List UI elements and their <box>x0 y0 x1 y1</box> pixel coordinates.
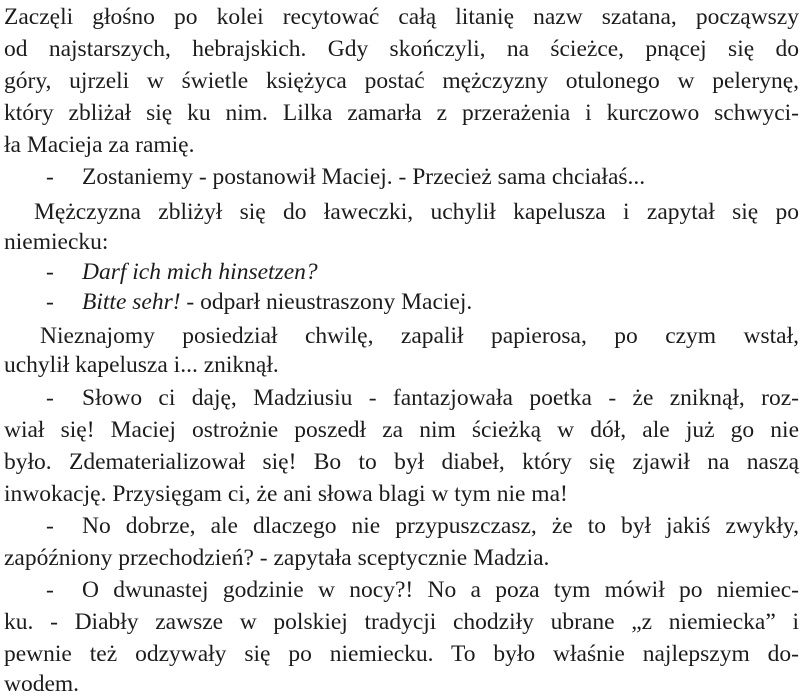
text-line: Zaczęli głośno po kolei recytować całą litanię nazw szatana, począwszy <box>4 4 799 30</box>
dialogue-text: O dwunastej godzinie w nocy?! No a poza tym mówił po niemiec- <box>82 577 799 603</box>
text-line: niemiecku: <box>4 229 109 255</box>
dialogue-line <box>4 162 799 192</box>
dialogue-text: - odparł nieustraszony Maciej. <box>180 289 473 315</box>
text-line: inwokację. Przysięgam ci, że ani słowa blagi w tym nie ma! <box>4 481 568 507</box>
dialogue-text: Zostaniemy - postanowił Maciej. - Przecież sama chciałaś... <box>82 164 646 190</box>
text-line: góry, ujrzeli w świetle księżyca postać mężczyzny otulonego w pelerynę, <box>4 68 799 94</box>
dialogue-line <box>4 575 799 605</box>
text-line: było. Zdematerializował się! Bo to był diabeł, który się zjawił na naszą <box>4 449 799 475</box>
text-line: od najstarszych, hebrajskich. Gdy skończyli, na ścieżce, pnącej się do <box>4 36 799 62</box>
dialogue-line <box>4 511 799 541</box>
text-line: pewnie też odzywały się po niemiecku. To było właśnie najlepszym do- <box>4 641 799 667</box>
text-line: wiał się! Maciej ostrożnie poszedł za nim ścieżką w dół, ale już go nie <box>4 417 799 443</box>
text-line: który zbliżał się ku nim. Lilka zamarła z przerażenia i kurczowo schwyci- <box>4 100 799 126</box>
dialogue-dash: - <box>46 577 54 603</box>
text-line: Mężczyzna zbliżył się do ławeczki, uchylił kapelusza i zapytał się po <box>34 199 799 225</box>
dialogue-line <box>4 257 799 287</box>
dialogue-dash: - <box>46 385 54 411</box>
dialogue-dash: - <box>46 289 54 315</box>
text-line: Nieznajomy posiedział chwilę, zapalił papierosa, po czym wstał, <box>40 323 799 349</box>
text-line: wodem. <box>4 671 80 697</box>
german-phrase: Darf ich mich hinsetzen? <box>82 259 318 285</box>
dialogue-line <box>4 287 799 317</box>
dialogue-dash: - <box>46 513 54 539</box>
dialogue-dash: - <box>46 164 54 190</box>
text-line: ła Macieja za ramię. <box>4 132 195 158</box>
dialogue-text: No dobrze, ale dlaczego nie przypuszczasz, że to był jakiś zwykły, <box>82 513 799 539</box>
text-line: ku. - Diabły zawsze w polskiej tradycji chodziły ubrane „z niemiecka” i <box>4 609 799 635</box>
text-line: uchylił kapelusza i... zniknął. <box>4 352 279 378</box>
text-line: zapóźniony przechodzień? - zapytała sceptycznie Madzia. <box>4 545 550 571</box>
german-phrase: Bitte sehr! <box>82 289 181 315</box>
dialogue-line <box>4 383 799 413</box>
dialogue-dash: - <box>46 259 54 285</box>
dialogue-text: Słowo ci daję, Madziusiu - fantazjowała poetka - że zniknął, roz- <box>82 385 799 411</box>
